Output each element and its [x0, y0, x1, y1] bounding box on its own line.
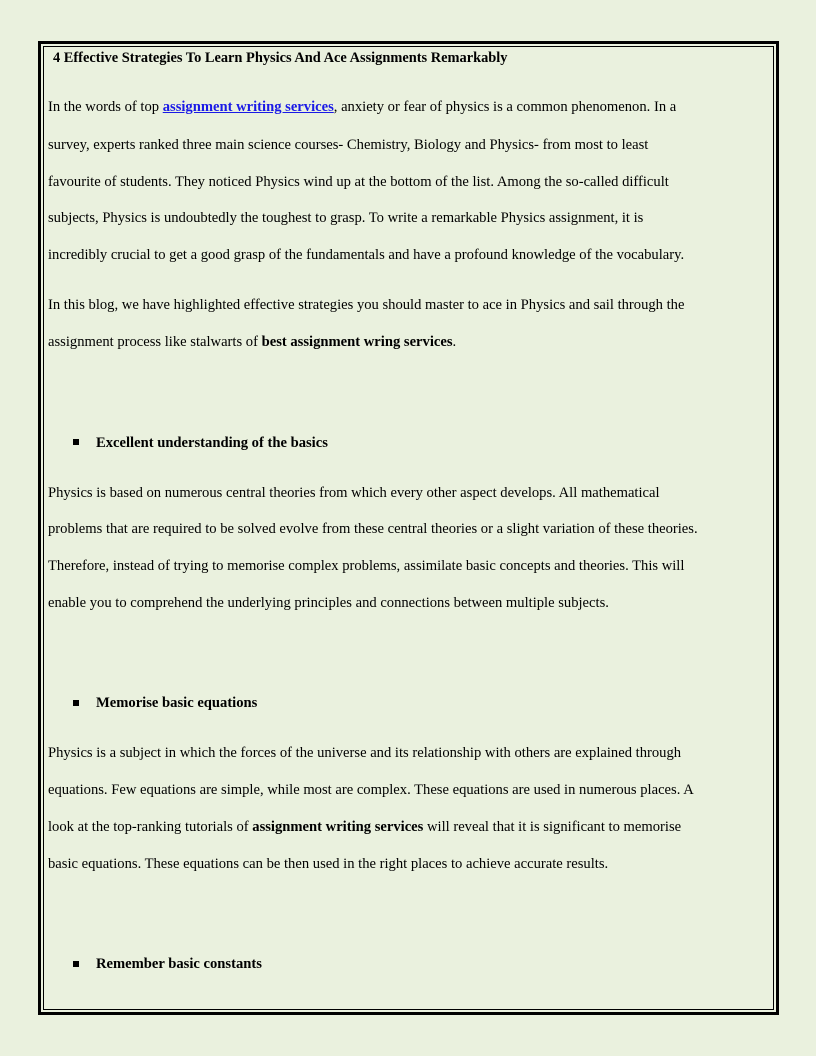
section-1-line-2: problems that are required to be solved evolve from these central theories or a slight variation of these theories. — [48, 521, 698, 537]
section-2-line-3-prefix: look at the top-ranking tutorials of — [48, 819, 253, 835]
intro-line-5: incredibly crucial to get a good grasp of the fundamentals and have a profound knowledge of the vocabulary. — [48, 247, 685, 263]
assignment-writing-services-bold: assignment writing services — [252, 819, 424, 835]
section-2-line-3-suffix: will reveal that it is significant to memorise — [423, 819, 682, 835]
bullet-icon — [73, 961, 79, 967]
section-2-line-1: Physics is a subject in which the forces of the universe and its relationship with others are explained through — [48, 745, 682, 761]
blog-line-2 — [48, 333, 456, 351]
section-1-line-4: enable you to comprehend the underlying principles and connections between multiple subjects. — [48, 595, 609, 611]
document-title: 4 Effective Strategies To Learn Physics And Ace Assignments Remarkably — [53, 50, 508, 66]
section-1-line-3: Therefore, instead of trying to memorise complex problems, assimilate basic concepts and theories. This will — [48, 558, 685, 574]
blog-line-2-suffix: . — [452, 334, 457, 350]
intro-line-1 — [48, 98, 676, 116]
section-2-line-3 — [48, 818, 681, 836]
intro-line-4: subjects, Physics is undoubtedly the toughest to grasp. To write a remarkable Physics assignment, it is — [48, 210, 644, 226]
section-1-line-1: Physics is based on numerous central theories from which every other aspect develops. All mathematical — [48, 485, 660, 501]
intro-line-2: survey, experts ranked three main science courses- Chemistry, Biology and Physics- from most to least — [48, 137, 649, 153]
section-2-line-2: equations. Few equations are simple, while most are complex. These equations are used in numerous places. A — [48, 782, 694, 798]
intro-line-1-suffix: , anxiety or fear of physics is a common phenomenon. In a — [333, 99, 677, 115]
blog-line-2-prefix: assignment process like stalwarts of — [48, 334, 262, 350]
section-1-heading: Excellent understanding of the basics — [96, 435, 328, 451]
section-2-line-4: basic equations. These equations can be then used in the right places to achieve accurate results. — [48, 856, 609, 872]
bullet-icon — [73, 439, 79, 445]
best-assignment-services-bold: best assignment wring services — [261, 334, 453, 350]
section-2-heading: Memorise basic equations — [96, 695, 258, 711]
intro-line-1-prefix: In the words of top — [48, 99, 163, 115]
section-3-heading: Remember basic constants — [96, 956, 262, 972]
bullet-icon — [73, 700, 79, 706]
blog-line-1: In this blog, we have highlighted effective strategies you should master to ace in Physics and sail through the — [48, 297, 685, 313]
intro-line-3: favourite of students. They noticed Physics wind up at the bottom of the list. Among the so-called difficult — [48, 174, 669, 190]
assignment-writing-services-link[interactable]: assignment writing services — [162, 99, 334, 115]
